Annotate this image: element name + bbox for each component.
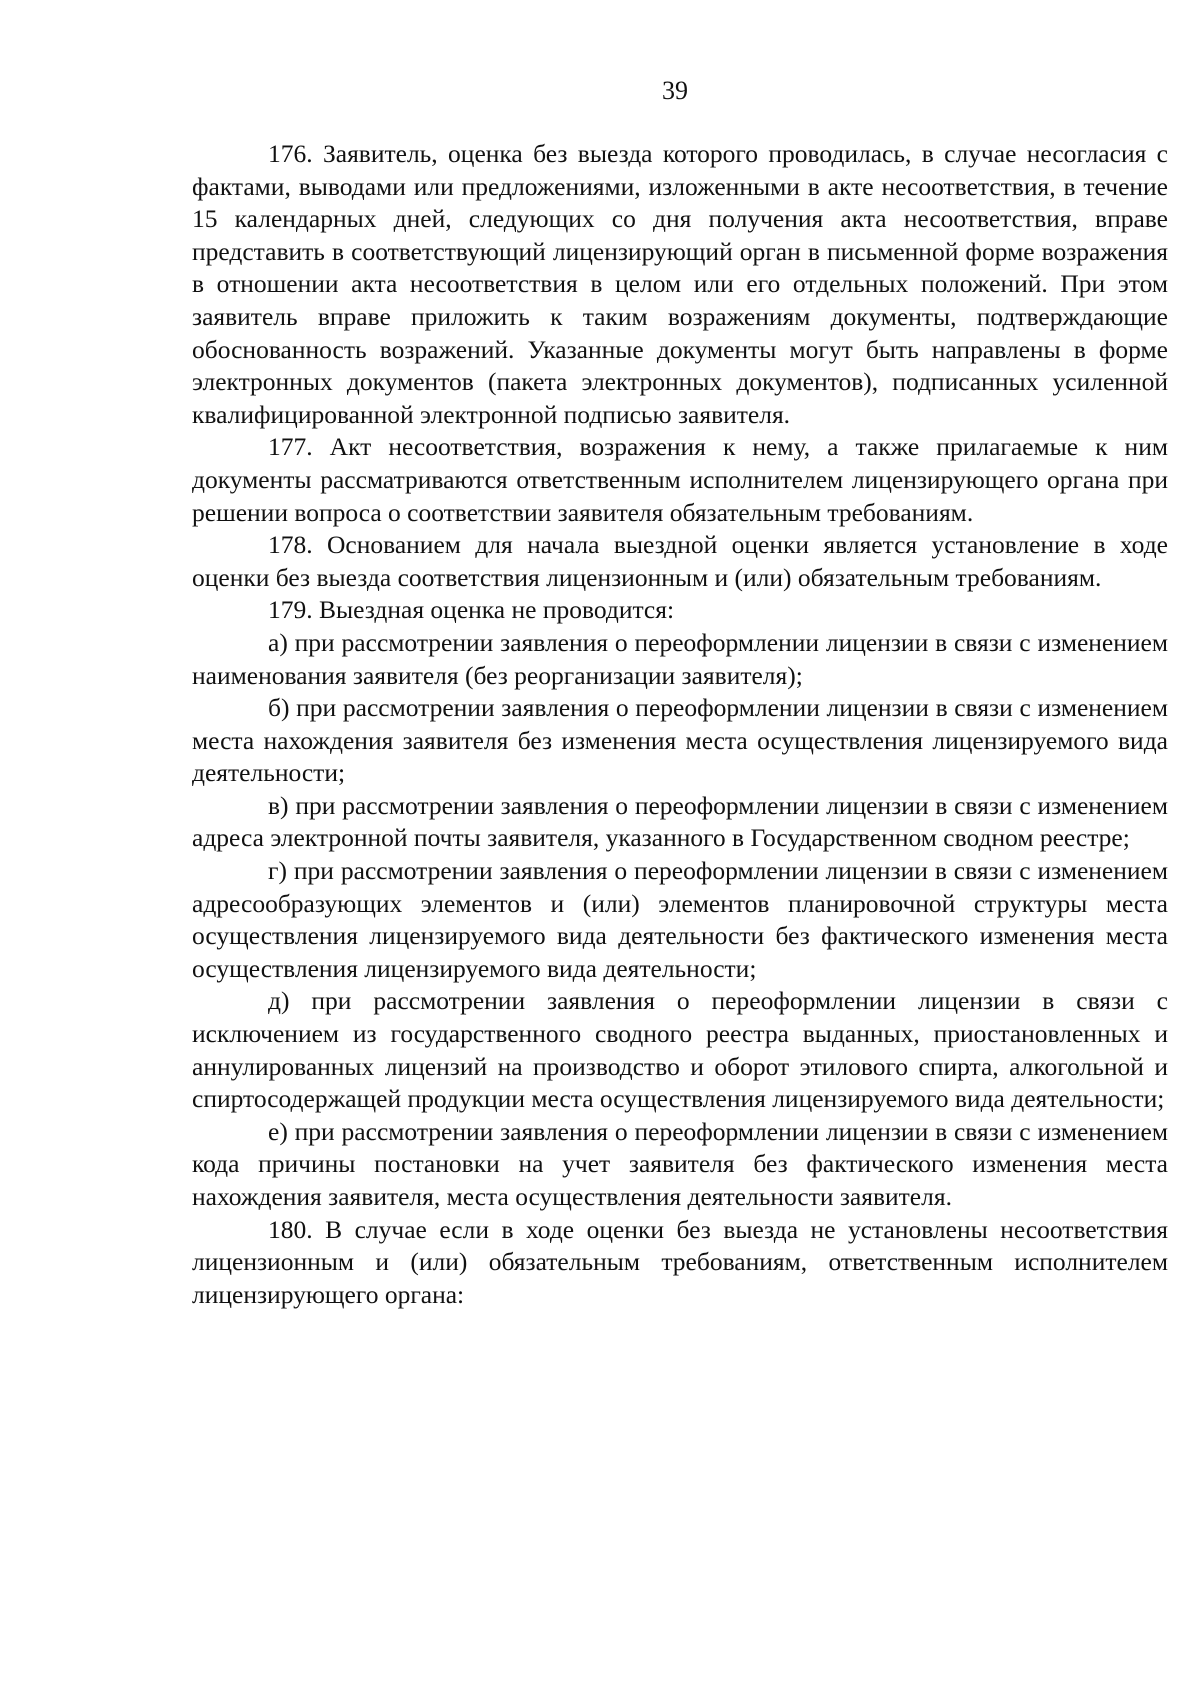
paragraph-176: 176. Заявитель, оценка без выезда которого проводилась, в случае несогласия с фактами, выводами или предложениями, изложенными в акте несоответствия, в течение 15 календарных дней, следующих со дня получения акта несоответствия, вправе представить в соответствующий лицензирующий орган в письменной форме возражения в отношении акта несоответствия в целом или его отдельных положений. При этом заявитель вправе приложить к таким возражениям документы, подтверждающие обоснованность возражений. Указанные документы могут быть направлены в форме электронных документов (пакета электронных документов), подписанных усиленной квалифицированной электронной подписью заявителя. bbox=[192, 139, 1168, 429]
paragraph-178: 178. Основанием для начала выездной оценки является установление в ходе оценки без выезда соответствия лицензионным и (или) обязательным требованиям. bbox=[192, 530, 1168, 592]
document-body bbox=[192, 138, 1168, 1311]
list-item-v: в) при рассмотрении заявления о переоформлении лицензии в связи с изменением адреса электронной почты заявителя, указанного в Государственном сводном реестре; bbox=[192, 790, 1168, 853]
paragraph-179: 179. Выездная оценка не проводится: bbox=[268, 595, 675, 625]
list-item-d: д) при рассмотрении заявления о переоформлении лицензии в связи с исключением из государственного сводного реестра выданных, приостановленных и аннулированных лицензий на производство и оборот этилового спирта, алкогольной и спиртосодержащей продукции места осуществления лицензируемого вида деятельности; bbox=[192, 986, 1168, 1114]
list-item-a: а) при рассмотрении заявления о переоформлении лицензии в связи с изменением наименования заявителя (без реорганизации заявителя); bbox=[192, 627, 1168, 690]
list-item-e: е) при рассмотрении заявления о переоформлении лицензии в связи с изменением кода причины постановки на учет заявителя без фактического изменения места нахождения заявителя, места осуществления деятельности заявителя. bbox=[192, 1116, 1168, 1211]
list-item-g: г) при рассмотрении заявления о переоформлении лицензии в связи с изменением адресообразующих элементов и (или) элементов планировочной структуры места осуществления лицензируемого вида деятельности без фактического изменения места осуществления лицензируемого вида деятельности; bbox=[192, 856, 1168, 983]
page-number: 39 bbox=[662, 76, 688, 105]
list-item-b: б) при рассмотрении заявления о переоформлении лицензии в связи с изменением места нахождения заявителя без изменения места осуществления лицензируемого вида деятельности; bbox=[192, 693, 1168, 788]
paragraph-177: 177. Акт несоответствия, возражения к нему, а также прилагаемые к ним документы рассматриваются ответственным исполнителем лицензирующего органа при решении вопроса о соответствии заявителя обязательным требованиям. bbox=[192, 432, 1168, 527]
paragraph-180: 180. В случае если в ходе оценки без выезда не установлены несоответствия лицензионным и (или) обязательным требованиям, ответственным исполнителем лицензирующего органа: bbox=[192, 1214, 1168, 1309]
